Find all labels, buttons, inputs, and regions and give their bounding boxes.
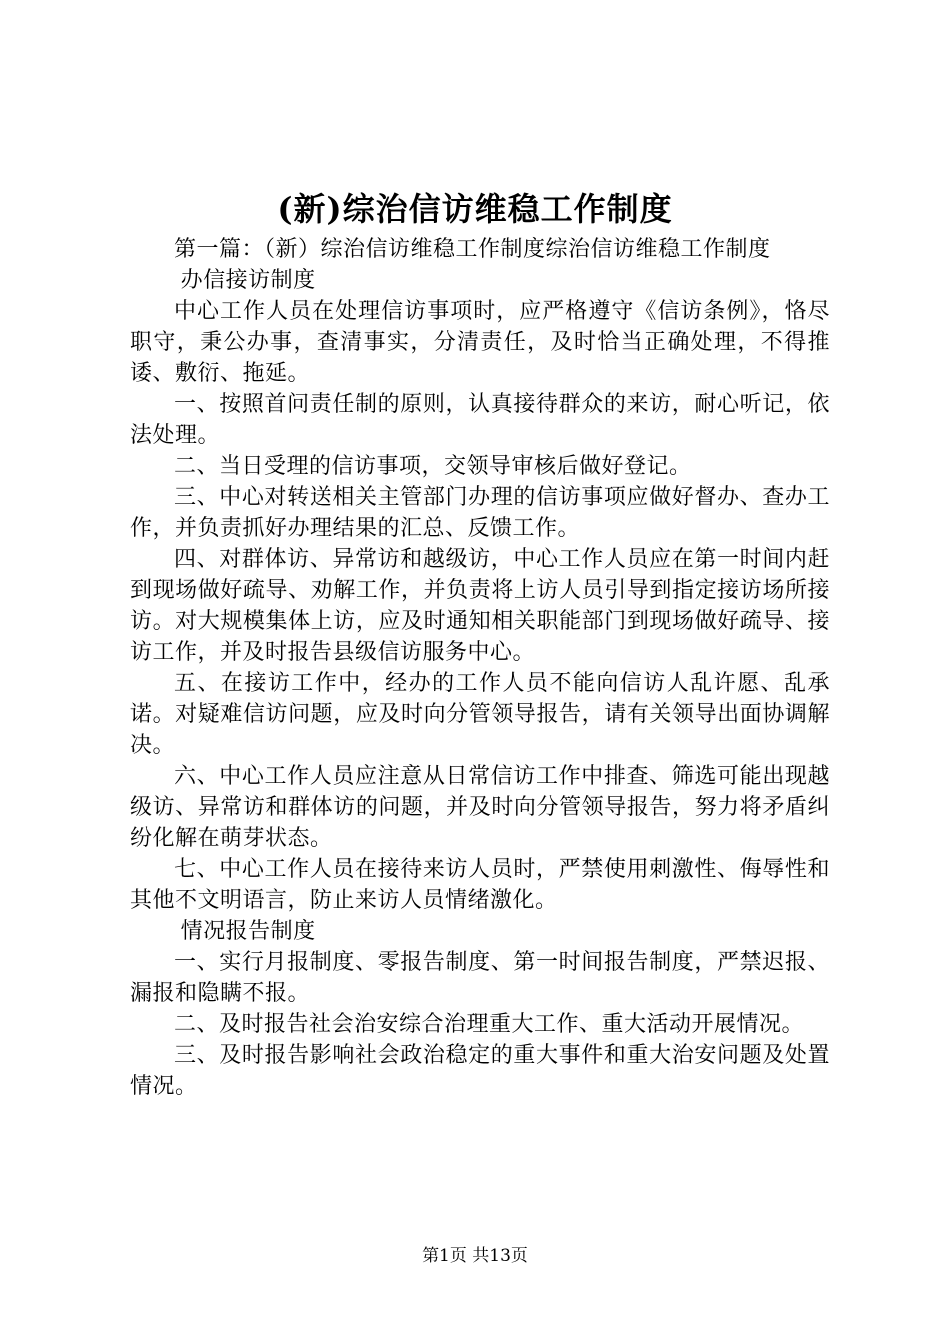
paragraph: 中心工作人员在处理信访事项时，应严格遵守《信访条例》，恪尽职守，秉公办事，查清事实，分清责任，及时恰当正确处理，不得推诿、敷衍、拖延。 [130,299,830,386]
document-title: (新)综治信访维稳工作制度 [277,190,673,228]
paragraph: 第一篇：（新）综治信访维稳工作制度综治信访维稳工作制度 [174,237,771,262]
paragraph: 七、中心工作人员在接待来访人员时，严禁使用刺激性、侮辱性和其他不文明语言，防止来访人员情绪激化。 [130,857,830,913]
section-heading: 办信接访制度 [180,268,316,293]
paragraph: 一、按照首问责任制的原则，认真接待群众的来访，耐心听记，依法处理。 [130,392,830,448]
page-footer: 第1页 共13页 [422,1246,528,1266]
paragraph: 二、及时报告社会治安综合治理重大工作、重大活动开展情况。 [174,1012,805,1037]
paragraph: 四、对群体访、异常访和越级访，中心工作人员应在第一时间内赶到现场做好疏导、劝解工作，并负责将上访人员引导到指定接访场所接访。对大规模集体上访，应及时通知相关职能部门到现场做好疏导、接访工作，并及时报告县级信访服务中心。 [130,547,830,665]
paragraph: 二、当日受理的信访事项，交领导审核后做好登记。 [174,454,692,479]
section-heading: 情况报告制度 [180,919,316,944]
paragraph: 六、中心工作人员应注意从日常信访工作中排查、筛选可能出现越级访、异常访和群体访的问题，并及时向分管领导报告，努力将矛盾纠纷化解在萌芽状态。 [130,764,830,851]
document-body [130,234,830,1102]
paragraph: 一、实行月报制度、零报告制度、第一时间报告制度，严禁迟报、漏报和隐瞒不报。 [130,950,830,1006]
paragraph: 三、中心对转送相关主管部门办理的信访事项应做好督办、查办工作，并负责抓好办理结果的汇总、反馈工作。 [130,485,830,541]
paragraph: 五、在接访工作中，经办的工作人员不能向信访人乱许愿、乱承诺。对疑难信访问题，应及时向分管领导报告，请有关领导出面协调解决。 [130,671,830,758]
paragraph: 三、及时报告影响社会政治稳定的重大事件和重大治安问题及处置情况。 [130,1043,830,1099]
